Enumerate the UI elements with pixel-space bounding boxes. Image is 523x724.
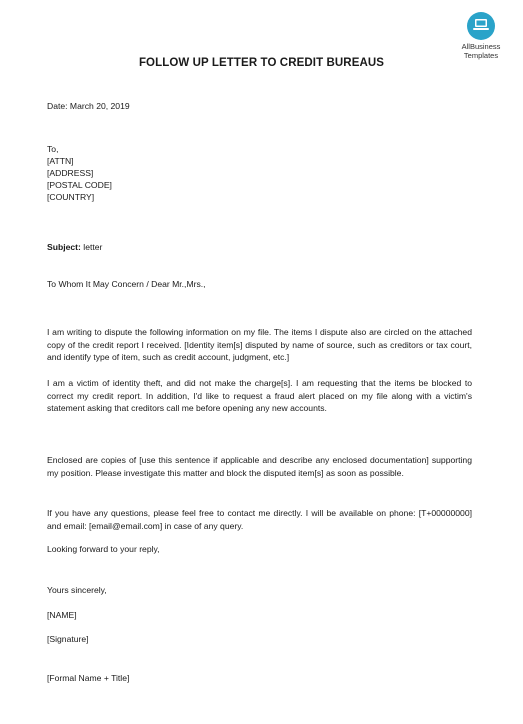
recipient-to: To, [47, 144, 59, 154]
subject-value: letter [80, 242, 103, 252]
laptop-icon [467, 12, 495, 40]
recipient-address: [ADDRESS] [47, 168, 94, 178]
sender-name: [NAME] [47, 610, 77, 620]
document-title: FOLLOW UP LETTER TO CREDIT BUREAUS [138, 57, 385, 69]
sender-signature: [Signature] [47, 634, 89, 644]
salutation: To Whom It May Concern / Dear Mr.,Mrs., [47, 279, 206, 289]
subject-line [47, 241, 102, 253]
recipient-postal-code: [POSTAL CODE] [47, 180, 112, 190]
paragraph-contact: If you have any questions, please feel free to contact me directly. I will be available on phone: [T+00000000] and email: [email@email.com] in case of any query. [47, 508, 472, 531]
logo-brand-line1: AllBusiness [461, 42, 501, 51]
paragraph-identity-theft: I am a victim of identity theft, and did not make the charge[s]. I am requesting that the items be blocked to correct my credit report. In addition, I'd like to request a fraud alert placed on my file along with a victim's statement asking that creditors call me before opening any new accounts. [47, 378, 472, 414]
paragraph-enclosed: Enclosed are copies of [use this sentence if applicable and describe any enclosed documentation] supporting my position. Please investigate this matter and block the disputed item[s] as soon as possible. [47, 455, 472, 478]
paragraph-dispute: I am writing to dispute the following information on my file. The items I dispute also are circled on the attached copy of the credit report I received. [Identity item[s] disputed by name of source, such as creditors or tax court, and identify type of item, such as credit account, judgment, etc.] [47, 327, 472, 363]
recipient-country: [COUNTRY] [47, 192, 95, 202]
closing-line: Looking forward to your reply, [47, 544, 160, 554]
letter-date: Date: March 20, 2019 [47, 101, 130, 111]
logo-brand-line2: Templates [463, 51, 499, 60]
recipient-attn: [ATTN] [47, 156, 74, 166]
sign-off: Yours sincerely, [47, 585, 107, 595]
subject-label: Subject: [47, 242, 81, 252]
sender-formal-name: [Formal Name + Title] [47, 673, 130, 683]
allbusiness-logo [452, 12, 510, 60]
